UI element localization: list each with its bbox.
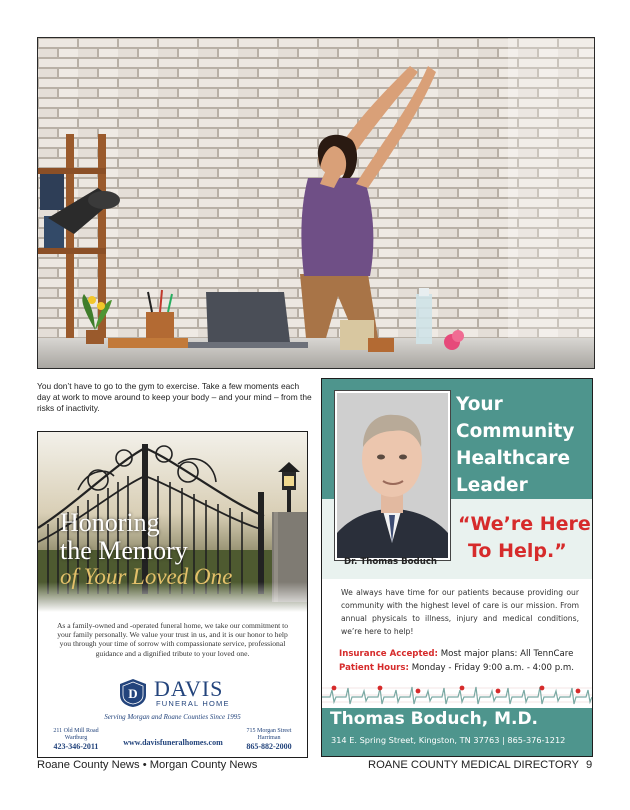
hours-label: Patient Hours:	[339, 663, 409, 673]
clinic-description: We always have time for our patients because providing our community with the highest level of care is our mission. From annual physicals to illness, injury and medical conditions, we’re here to help!	[341, 588, 579, 636]
boduch-clinic-ad	[321, 378, 593, 757]
hero-photo	[37, 37, 595, 369]
davis-funeral-home-ad	[37, 431, 308, 758]
clinic-address-phone: 314 E. Spring Street, Kingston, TN 37763 | 865-376-1212	[331, 735, 566, 745]
harriman-city: Harriman	[257, 735, 281, 741]
heading-line: Community	[456, 421, 575, 442]
heading-line: Your	[456, 394, 503, 415]
hours-value: Monday - Friday 9:00 a.m. - 4:00 p.m.	[411, 663, 575, 673]
section-title: ROANE COUNTY MEDICAL DIRECTORY	[368, 759, 579, 771]
woman-stretching-illustration	[38, 38, 594, 368]
publication-names: Roane County News • Morgan County News	[37, 759, 258, 771]
davis-body-text: As a family-owned and -operated funeral home, we take our commitment to your family personally. We value your trust in us, and it is our honor to help you through your time of sorrow with compassionate service, professional guidance and a dignified tribute to your loved one.	[56, 621, 289, 658]
ad-heading	[456, 391, 588, 499]
heading-line: Leader	[456, 475, 528, 496]
harriman-phone: 865-882-2000	[246, 742, 292, 751]
hours-line	[339, 663, 589, 673]
doctor-portrait	[335, 391, 450, 560]
insurance-value: Most major plans: All TennCare	[440, 649, 574, 659]
heartbeat-line-icon	[322, 682, 592, 708]
heading-line: Healthcare	[456, 448, 570, 469]
harriman-street: 715 Morgan Street	[246, 728, 292, 734]
photo-caption: You don’t have to go to the gym to exercise. Take a few moments each day at work to move around to keep your body – and your mind – from the risks of inactivity.	[37, 381, 312, 414]
doctor-name: Thomas Boduch, M.D.	[330, 709, 539, 729]
davis-wartburg-address	[44, 728, 108, 750]
wartburg-phone: 423-346-2011	[53, 742, 99, 751]
davis-logo-icon	[118, 678, 148, 708]
davis-tagline: Serving Morgan and Roane Counties Since 1995	[104, 713, 241, 721]
davis-headline-line3: of Your Loved One	[60, 564, 233, 589]
svg-text:D: D	[128, 686, 138, 701]
davis-headline-line2: the Memory	[60, 536, 188, 565]
doctor-photo-caption: Dr. Thomas Boduch	[343, 557, 438, 567]
insurance-label: Insurance Accepted:	[339, 649, 438, 659]
wartburg-city: Wartburg	[64, 735, 88, 741]
doctor-portrait-illustration	[337, 393, 448, 558]
davis-harriman-address	[236, 728, 302, 750]
insurance-line	[339, 649, 589, 659]
quote-line2: To Help.”	[468, 540, 567, 562]
page-number: 9	[586, 759, 593, 771]
davis-logo-name: DAVIS	[154, 676, 224, 701]
quote-line1: “We’re Here	[458, 513, 591, 535]
davis-headline-line1: Honoring	[60, 508, 160, 537]
davis-website: www.davisfuneralhomes.com	[123, 738, 223, 747]
wartburg-street: 211 Old Mill Road	[53, 728, 99, 734]
davis-logo-subtitle: FUNERAL HOME	[156, 699, 230, 708]
